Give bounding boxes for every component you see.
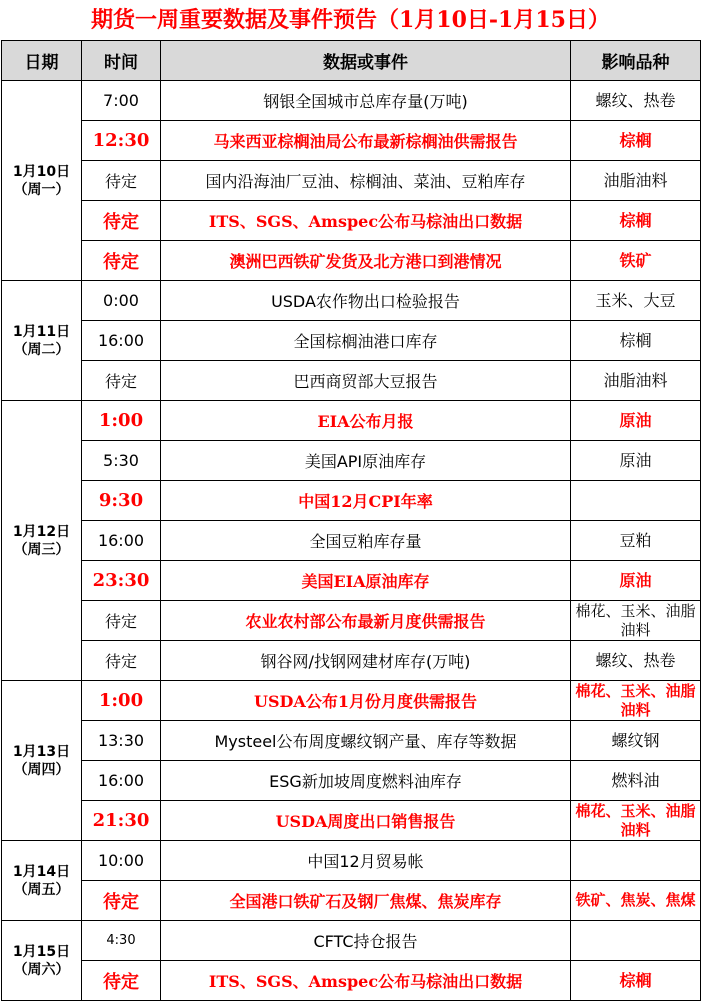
time-cell: 13:30 (82, 721, 161, 761)
time-cell: 16:00 (82, 761, 161, 801)
event-cell: 美国EIA原油库存 (161, 561, 571, 601)
time-cell: 10:00 (82, 841, 161, 881)
date-cell (2, 81, 82, 281)
weekday-label: （周五） (13, 881, 70, 898)
time-cell: 23:30 (82, 561, 161, 601)
table-row (2, 481, 701, 521)
header-date: 日期 (2, 41, 82, 81)
table-row (2, 921, 701, 961)
table-row (2, 961, 701, 1001)
time-cell: 9:30 (82, 481, 161, 521)
table-row (2, 721, 701, 761)
time-cell: 1:00 (82, 401, 161, 441)
event-cell: ITS、SGS、Amspec公布马棕油出口数据 (161, 961, 571, 1001)
date-cell (2, 281, 82, 401)
varieties-cell: 豆粕 (571, 521, 701, 561)
table-row (2, 241, 701, 281)
time-cell: 0:00 (82, 281, 161, 321)
event-cell: Mysteel公布周度螺纹钢产量、库存等数据 (161, 721, 571, 761)
time-cell: 1:00 (82, 681, 161, 721)
varieties-cell: 棕榈 (571, 321, 701, 361)
date-cell (2, 841, 82, 921)
date-cell (2, 681, 82, 841)
event-cell: ITS、SGS、Amspec公布马棕油出口数据 (161, 201, 571, 241)
varieties-cell: 原油 (571, 561, 701, 601)
varieties-cell: 棉花、玉米、油脂油料 (571, 801, 701, 841)
event-cell: 美国API原油库存 (161, 441, 571, 481)
event-cell: 马来西亚棕榈油局公布最新棕榈油供需报告 (161, 121, 571, 161)
varieties-cell: 玉米、大豆 (571, 281, 701, 321)
event-cell: CFTC持仓报告 (161, 921, 571, 961)
date-label: 1月13日 (12, 743, 71, 760)
event-cell: 全国豆粕库存量 (161, 521, 571, 561)
date-cell (2, 921, 82, 1001)
varieties-cell: 燃料油 (571, 761, 701, 801)
date-label: 1月15日 (12, 943, 71, 960)
varieties-cell: 原油 (571, 441, 701, 481)
date-label: 1月11日 (12, 323, 71, 340)
header-varieties: 影响品种 (571, 41, 701, 81)
varieties-cell: 棕榈 (571, 121, 701, 161)
table-row (2, 681, 701, 721)
event-cell: 钢银全国城市总库存量(万吨) (161, 81, 571, 121)
table-row (2, 761, 701, 801)
table-row (2, 361, 701, 401)
table-row (2, 841, 701, 881)
varieties-cell: 螺纹、热卷 (571, 81, 701, 121)
schedule-body (2, 81, 701, 1001)
table-row (2, 641, 701, 681)
table-row (2, 601, 701, 641)
event-cell: 澳洲巴西铁矿发货及北方港口到港情况 (161, 241, 571, 281)
table-row (2, 561, 701, 601)
event-cell: 中国12月贸易帐 (161, 841, 571, 881)
table-row (2, 281, 701, 321)
time-cell: 待定 (82, 361, 161, 401)
time-cell: 7:00 (82, 81, 161, 121)
time-cell: 待定 (82, 601, 161, 641)
table-row (2, 521, 701, 561)
event-cell: USDA周度出口销售报告 (161, 801, 571, 841)
time-cell: 待定 (82, 641, 161, 681)
event-cell: 中国12月CPI年率 (161, 481, 571, 521)
time-cell: 待定 (82, 201, 161, 241)
time-cell: 待定 (82, 881, 161, 921)
varieties-cell: 原油 (571, 401, 701, 441)
time-cell: 21:30 (82, 801, 161, 841)
weekday-label: （周四） (13, 761, 70, 778)
event-cell: 巴西商贸部大豆报告 (161, 361, 571, 401)
date-label: 1月10日 (12, 163, 71, 180)
weekday-label: （周二） (13, 341, 70, 358)
time-cell: 16:00 (82, 321, 161, 361)
table-row (2, 201, 701, 241)
date-label: 1月12日 (12, 523, 71, 540)
table-row (2, 121, 701, 161)
varieties-cell: 螺纹钢 (571, 721, 701, 761)
header-time: 时间 (82, 41, 161, 81)
varieties-cell (571, 481, 701, 521)
varieties-cell: 棉花、玉米、油脂油料 (571, 681, 701, 721)
header-event: 数据或事件 (161, 41, 571, 81)
table-row (2, 321, 701, 361)
time-cell: 12:30 (82, 121, 161, 161)
time-cell: 4:30 (82, 921, 161, 961)
varieties-cell: 棕榈 (571, 961, 701, 1001)
varieties-cell: 油脂油料 (571, 161, 701, 201)
varieties-cell (571, 921, 701, 961)
date-label: 1月14日 (12, 863, 71, 880)
table-row (2, 881, 701, 921)
table-row (2, 441, 701, 481)
table-row (2, 401, 701, 441)
table-row (2, 81, 701, 121)
event-cell: 农业农村部公布最新月度供需报告 (161, 601, 571, 641)
varieties-cell: 棕榈 (571, 201, 701, 241)
varieties-cell: 棉花、玉米、油脂油料 (571, 601, 701, 641)
event-cell: 全国港口铁矿石及钢厂焦煤、焦炭库存 (161, 881, 571, 921)
date-cell (2, 401, 82, 681)
event-cell: USDA公布1月份月度供需报告 (161, 681, 571, 721)
schedule-table (1, 40, 701, 1001)
time-cell: 待定 (82, 241, 161, 281)
event-cell: 国内沿海油厂豆油、棕榈油、菜油、豆粕库存 (161, 161, 571, 201)
header-row (2, 41, 701, 81)
time-cell: 待定 (82, 961, 161, 1001)
time-cell: 5:30 (82, 441, 161, 481)
event-cell: ESG新加坡周度燃料油库存 (161, 761, 571, 801)
event-cell: 全国棕榈油港口库存 (161, 321, 571, 361)
varieties-cell: 油脂油料 (571, 361, 701, 401)
time-cell: 待定 (82, 161, 161, 201)
weekday-label: （周一） (13, 181, 70, 198)
event-cell: 钢谷网/找钢网建材库存(万吨) (161, 641, 571, 681)
weekday-label: （周六） (13, 961, 70, 978)
event-cell: EIA公布月报 (161, 401, 571, 441)
table-row (2, 801, 701, 841)
varieties-cell: 铁矿、焦炭、焦煤 (571, 881, 701, 921)
varieties-cell: 螺纹、热卷 (571, 641, 701, 681)
varieties-cell: 铁矿 (571, 241, 701, 281)
varieties-cell (571, 841, 701, 881)
time-cell: 16:00 (82, 521, 161, 561)
page-title: 期货一周重要数据及事件预告（1月10日-1月15日） (91, 7, 610, 33)
table-row (2, 161, 701, 201)
event-cell: USDA农作物出口检验报告 (161, 281, 571, 321)
weekday-label: （周三） (13, 541, 70, 558)
